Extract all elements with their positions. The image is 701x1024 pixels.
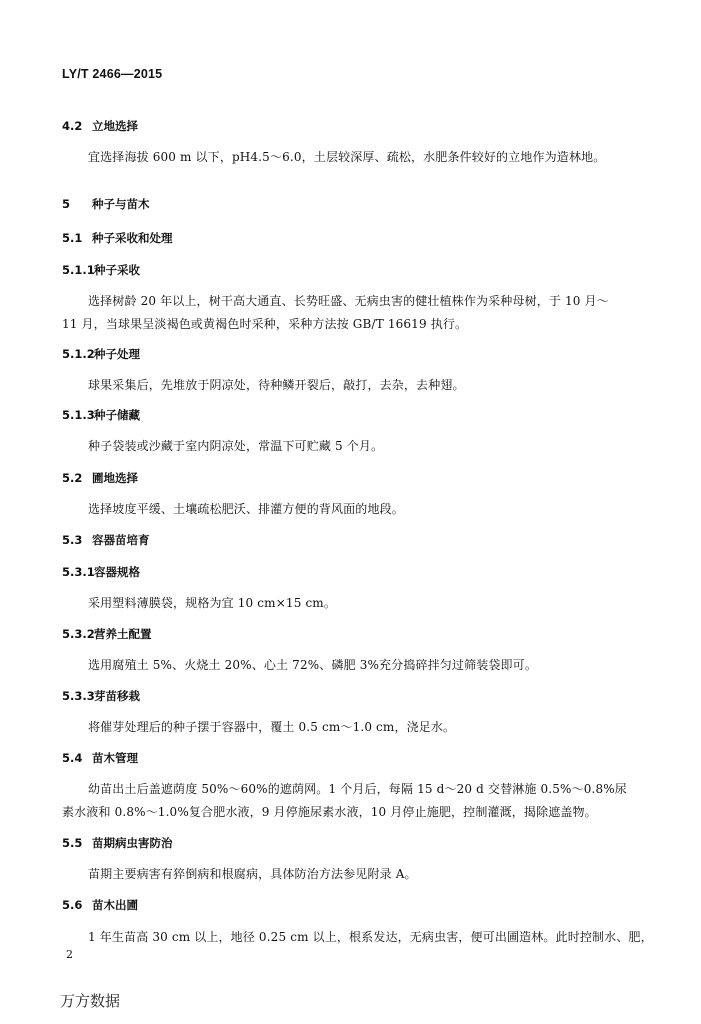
paragraph-seed-harvest-line1: 选择树龄 20 年以上，树干高大通直、长势旺盛、无病虫害的健壮植株作为采种母树，于 10 月～ bbox=[88, 294, 609, 308]
section-heading bbox=[62, 532, 150, 548]
paragraph-seedling-outplanting: 1 年生苗高 30 cm 以上，地径 0.25 cm 以上，根系发达，无病虫害，便可出圃造林。此时控制水、肥， bbox=[88, 930, 653, 944]
section-heading bbox=[62, 564, 140, 580]
paragraph-seedling-management-line2: 素水液和 0.8%～1.0%复合肥水液，9 月停施尿素水液，10 月停止施肥，控制灌溉，揭除遮盖物。 bbox=[62, 805, 597, 819]
section-title: 圃地选择 bbox=[92, 471, 138, 485]
section-number: 5.5 bbox=[62, 836, 83, 850]
section-title: 种子与苗木 bbox=[92, 197, 150, 211]
section-heading bbox=[62, 750, 138, 766]
section-number: 4.2 bbox=[62, 119, 83, 133]
paragraph-seedling-management-line1: 幼苗出土后盖遮荫度 50%～60%的遮荫网。1 个月后，每隔 15 d～20 d 交替淋施 0.5%～0.8%尿 bbox=[88, 782, 627, 796]
section-title: 苗木出圃 bbox=[92, 898, 138, 912]
page-number: 2 bbox=[66, 948, 73, 961]
section-title: 苗木管理 bbox=[92, 751, 138, 765]
section-number: 5.6 bbox=[62, 898, 83, 912]
section-number: 5.1.1 bbox=[62, 263, 95, 277]
section-number: 5.3.1 bbox=[62, 565, 95, 579]
section-number: 5.3.2 bbox=[62, 627, 95, 641]
section-number: 5.1.3 bbox=[62, 408, 95, 422]
section-title: 营养土配置 bbox=[94, 627, 152, 641]
section-heading bbox=[62, 346, 140, 362]
section-number: 5.3.3 bbox=[62, 689, 95, 703]
paragraph-seed-processing: 球果采集后，先堆放于阴凉处，待种鳞开裂后，敲打，去杂，去种翅。 bbox=[88, 378, 465, 392]
paragraph-pest-control: 苗期主要病害有猝倒病和根腐病，具体防治方法参见附录 A。 bbox=[88, 867, 417, 881]
standard-code: LY/T 2466—2015 bbox=[62, 67, 163, 81]
section-title: 苗期病虫害防治 bbox=[92, 836, 173, 850]
watermark-text: 万方数据 bbox=[60, 992, 121, 1010]
paragraph-site-selection: 宜选择海拔 600 m 以下，pH4.5～6.0，土层较深厚、疏松，水肥条件较好的立地作为造林地。 bbox=[88, 150, 606, 164]
section-title: 种子采收和处理 bbox=[92, 231, 173, 245]
section-heading bbox=[62, 626, 152, 642]
section-number: 5 bbox=[62, 197, 71, 211]
paragraph-seed-storage: 种子袋装或沙藏于室内阴凉处，常温下可贮藏 5 个月。 bbox=[88, 439, 384, 453]
section-title: 容器规格 bbox=[94, 565, 140, 579]
section-title: 种子采收 bbox=[94, 263, 140, 277]
paragraph-nursery-site: 选择坡度平缓、土壤疏松肥沃、排灌方便的背风面的地段。 bbox=[88, 502, 404, 516]
paragraph-seed-harvest-line2: 11 月，当球果呈淡褐色或黄褐色时采种，采种方法按 GB/T 16619 执行。 bbox=[62, 317, 468, 331]
section-title: 种子处理 bbox=[94, 347, 140, 361]
section-number: 5.1 bbox=[62, 231, 83, 245]
section-heading bbox=[62, 688, 140, 704]
section-heading bbox=[62, 262, 140, 278]
paragraph-nutrient-soil: 选用腐殖土 5%、火烧土 20%、心土 72%、磷肥 3%充分捣碎拌匀过筛装袋即可。 bbox=[88, 658, 537, 672]
section-heading bbox=[62, 835, 173, 851]
section-number: 5.2 bbox=[62, 471, 83, 485]
section-heading bbox=[62, 196, 150, 212]
section-title: 芽苗移栽 bbox=[94, 689, 140, 703]
section-title: 种子储藏 bbox=[94, 408, 140, 422]
section-title: 立地选择 bbox=[92, 119, 138, 133]
section-heading bbox=[62, 470, 138, 486]
section-title: 容器苗培育 bbox=[92, 533, 150, 547]
section-heading bbox=[62, 407, 140, 423]
section-heading bbox=[62, 897, 138, 913]
section-number: 5.3 bbox=[62, 533, 83, 547]
section-number: 5.4 bbox=[62, 751, 83, 765]
paragraph-sprout-transplant: 将催芽处理后的种子摆于容器中，覆土 0.5 cm～1.0 cm，浇足水。 bbox=[88, 720, 456, 734]
section-heading bbox=[62, 230, 173, 246]
section-heading bbox=[62, 118, 138, 134]
section-number: 5.1.2 bbox=[62, 347, 95, 361]
paragraph-container-spec: 采用塑料薄膜袋，规格为宜 10 cm×15 cm。 bbox=[88, 596, 336, 610]
